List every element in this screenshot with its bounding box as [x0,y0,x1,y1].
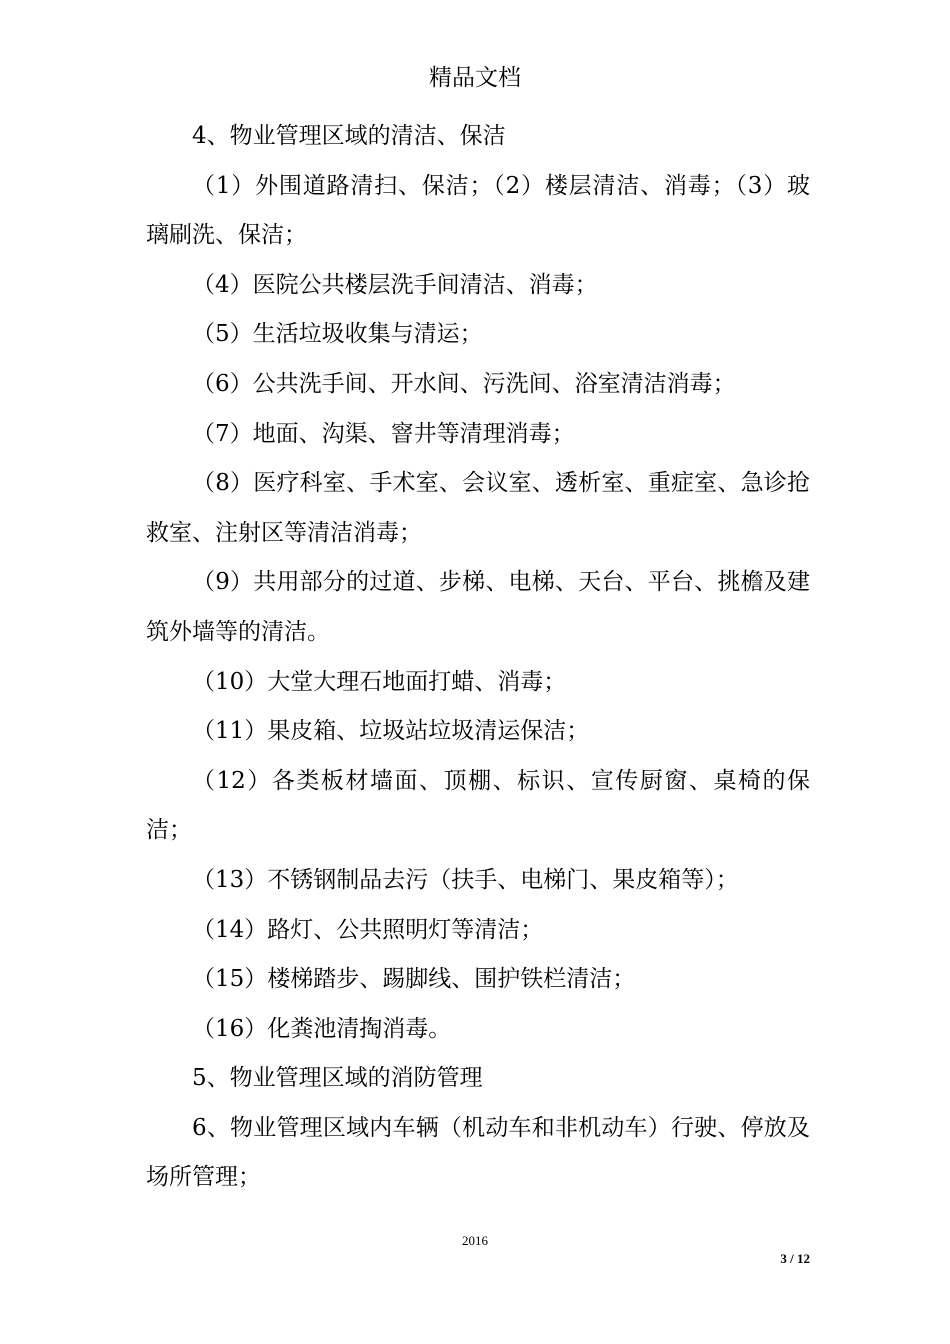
paragraph: （5）生活垃圾收集与清运； [192,321,483,348]
page-number: 3 / 12 [780,1251,810,1266]
paragraph: （13）不锈钢制品去污（扶手、电梯门、果皮箱等）； [192,866,739,893]
footer-year: 2016 [462,1233,488,1248]
paragraph: （12）各类板材墙面、顶棚、标识、宣传厨窗、桌椅的保洁； [146,767,810,844]
paragraph: 6、物业管理区域内车辆（机动车和非机动车）行驶、停放及场所管理； [146,1114,810,1191]
paragraph: （7）地面、沟渠、窨井等清理消毒； [192,420,575,447]
paragraph: （10）大堂大理石地面打蜡、消毒； [192,668,567,695]
paragraph: （6）公共洗手间、开水间、污洗间、浴室清洁消毒； [192,370,736,397]
paragraph: （8）医疗科室、手术室、会议室、透析室、重症室、急诊抢救室、注射区等清洁消毒； [146,470,810,546]
paragraph: （4）医院公共楼层洗手间清洁、消毒； [192,271,598,298]
paragraph: （9）共用部分的过道、步梯、电梯、天台、平台、挑檐及建筑外墙等的清洁。 [146,569,810,645]
paragraph: （15）楼梯踏步、踢脚线、围护铁栏清洁； [192,966,636,993]
document-body [146,112,810,1203]
paragraph: 4、物业管理区域的清洁、保洁 [192,123,506,149]
paragraph: （1）外围道路清扫、保洁；（2）楼层清洁、消毒；（3）玻璃刷洗、保洁； [146,172,810,249]
paragraph: （16）化粪池清掏消毒。 [192,1015,452,1042]
paragraph: （14）路灯、公共照明灯等清洁； [192,916,544,943]
page-header-title: 精品文档 [429,65,521,91]
paragraph: （11）果皮箱、垃圾站垃圾清运保洁； [192,718,590,745]
paragraph: 5、物业管理区域的消防管理 [192,1065,483,1092]
